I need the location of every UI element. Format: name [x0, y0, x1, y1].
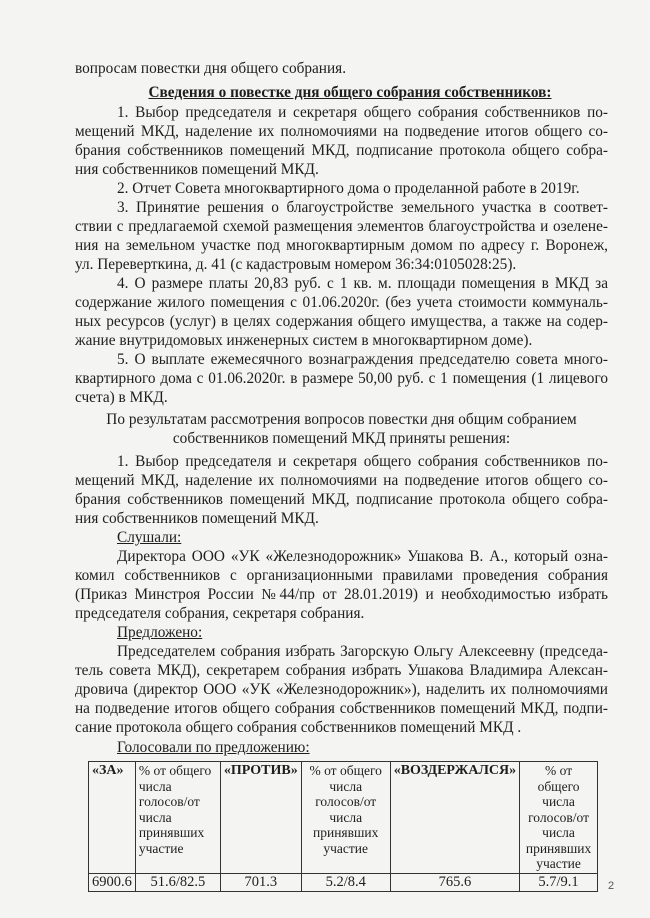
text-line: Директора ООО «УК «Железнодорожник» Ушакова В. А., который озна-	[117, 548, 608, 565]
header-against: «ПРОТИВ»	[220, 762, 301, 874]
page-number: 2	[608, 880, 615, 892]
cell-against-percent: 5.2/8.4	[301, 873, 390, 892]
text-line: тель совета МКД), секретарем собрания избрать Ушакова Владимира Алексан-	[75, 662, 608, 679]
text-line: квартирного дома с 01.06.2020г. в размере 50,00 руб. с 1 помещения (1 лицевого	[75, 370, 608, 387]
header-for: «ЗА»	[89, 762, 136, 874]
text-line: на подведение итогов общего собрания собственников помещений МКД, подпи-	[75, 700, 608, 717]
vote-table	[88, 761, 598, 892]
text-line: ния на земельном участке под многоквартирным домом по адресу г. Воронеж,	[75, 237, 608, 254]
text-line: жание внутридомовых инженерных систем в многоквартирном доме).	[75, 332, 533, 349]
agenda-item-1	[75, 103, 608, 179]
heard-text	[75, 547, 608, 623]
voted-label	[117, 738, 608, 757]
cell-for-percent: 51.6/82.5	[135, 873, 220, 892]
text-line: 1. Выбор председателя и секретаря общего собрания собственников по-	[117, 453, 608, 470]
agenda-item-4	[75, 274, 608, 350]
header-against-percent: % от общего числа голосов/от числа принявших участие	[301, 762, 390, 874]
text-line: ния собственников помещений МКД.	[75, 161, 319, 178]
decision-text	[75, 452, 608, 528]
text-line: председателя собрания, секретаря собрания.	[75, 605, 365, 622]
text-line: ных ресурсов (услуг) в целях содержания общего имущества, а также на содер-	[75, 313, 608, 330]
text-line: содержание жилого помещения с 01.06.2020г. (без учета стоимости коммуналь-	[75, 294, 608, 311]
cell-abstain: 765.6	[390, 873, 519, 892]
proposed-label	[117, 623, 608, 642]
text-line: 4. О размере платы 20,83 руб. с 1 кв. м. площади помещения в МКД за	[117, 275, 608, 292]
agenda-heading: Сведения о повестке дня общего собрания собственников:	[148, 84, 552, 101]
text-line: брания собственников помещений МКД, подписание протокола общего собра-	[75, 142, 608, 159]
text-line: Председателем собрания избрать Загорскую Ольгу Алексеевну (председа-	[117, 643, 608, 660]
header-for-percent: % от общего числа голосов/от числа принявших участие	[135, 762, 220, 874]
proposed-text	[75, 642, 608, 737]
text-line: мещений МКД, наделение их полномочиями на подведение итогов общего со-	[75, 472, 608, 489]
text-line: счета) в МКД.	[75, 389, 168, 406]
text-line: дровича (директор ООО «УК «Железнодорожник»), наделить их полномочиями	[75, 681, 608, 698]
text-line: ния собственников помещений МКД.	[75, 510, 319, 527]
text-line: 5. О выплате ежемесячного вознаграждения председателю совета много-	[117, 351, 608, 368]
cell-for: 6900.6	[89, 873, 136, 892]
text-line: комил собственников с организационными правилами проведения собрания	[75, 567, 608, 584]
text-line: ствии с предлагаемой схемой размещения элементов благоустройства и озелене-	[75, 218, 608, 235]
decisions-intro: По результатам рассмотрения вопросов повестки дня общим собранием собственников помещений МКД приняты решения:	[106, 411, 577, 447]
proposed-label-text: Предложено:	[117, 624, 203, 641]
text-line: (Приказ Минстроя России №44/пр от 28.01.2019) и необходимостью избрать	[75, 586, 608, 603]
agenda-item-5	[75, 350, 608, 407]
text-line: брания собственников помещений МКД, подписание протокола общего собра-	[75, 491, 608, 508]
agenda-item-3	[75, 198, 608, 274]
header-abstain: «ВОЗДЕРЖАЛСЯ»	[390, 762, 519, 874]
text-line: сание протокола общего собрания собственников помещений МКД .	[75, 719, 522, 736]
heard-label	[117, 528, 608, 547]
text-line: 2. Отчет Совета многоквартирного дома о проделанной работе в 2019г.	[117, 180, 580, 197]
cell-against: 701.3	[220, 873, 301, 892]
text-line: мещений МКД, наделение их полномочиями на подведение итогов общего со-	[75, 123, 608, 140]
header-abstain-percent: % от общего числа голосов/от числа принявших участие	[520, 762, 598, 874]
voted-label-text: Голосовали по предложению:	[117, 739, 310, 756]
table-row	[89, 873, 598, 892]
intro-line: вопросам повестки дня общего собрания.	[75, 60, 347, 77]
text-line: 1. Выбор председателя и секретаря общего собрания собственников по-	[117, 104, 608, 121]
text-line: 3. Принятие решения о благоустройстве земельного участка в соответ-	[117, 199, 608, 216]
cell-abstain-percent: 5.7/9.1	[520, 873, 598, 892]
text-line: ул. Переверткина, д. 41 (с кадастровым номером 36:34:0105028:25).	[75, 256, 517, 273]
agenda-item-2	[75, 179, 608, 198]
heard-label-text: Слушали:	[117, 529, 182, 546]
